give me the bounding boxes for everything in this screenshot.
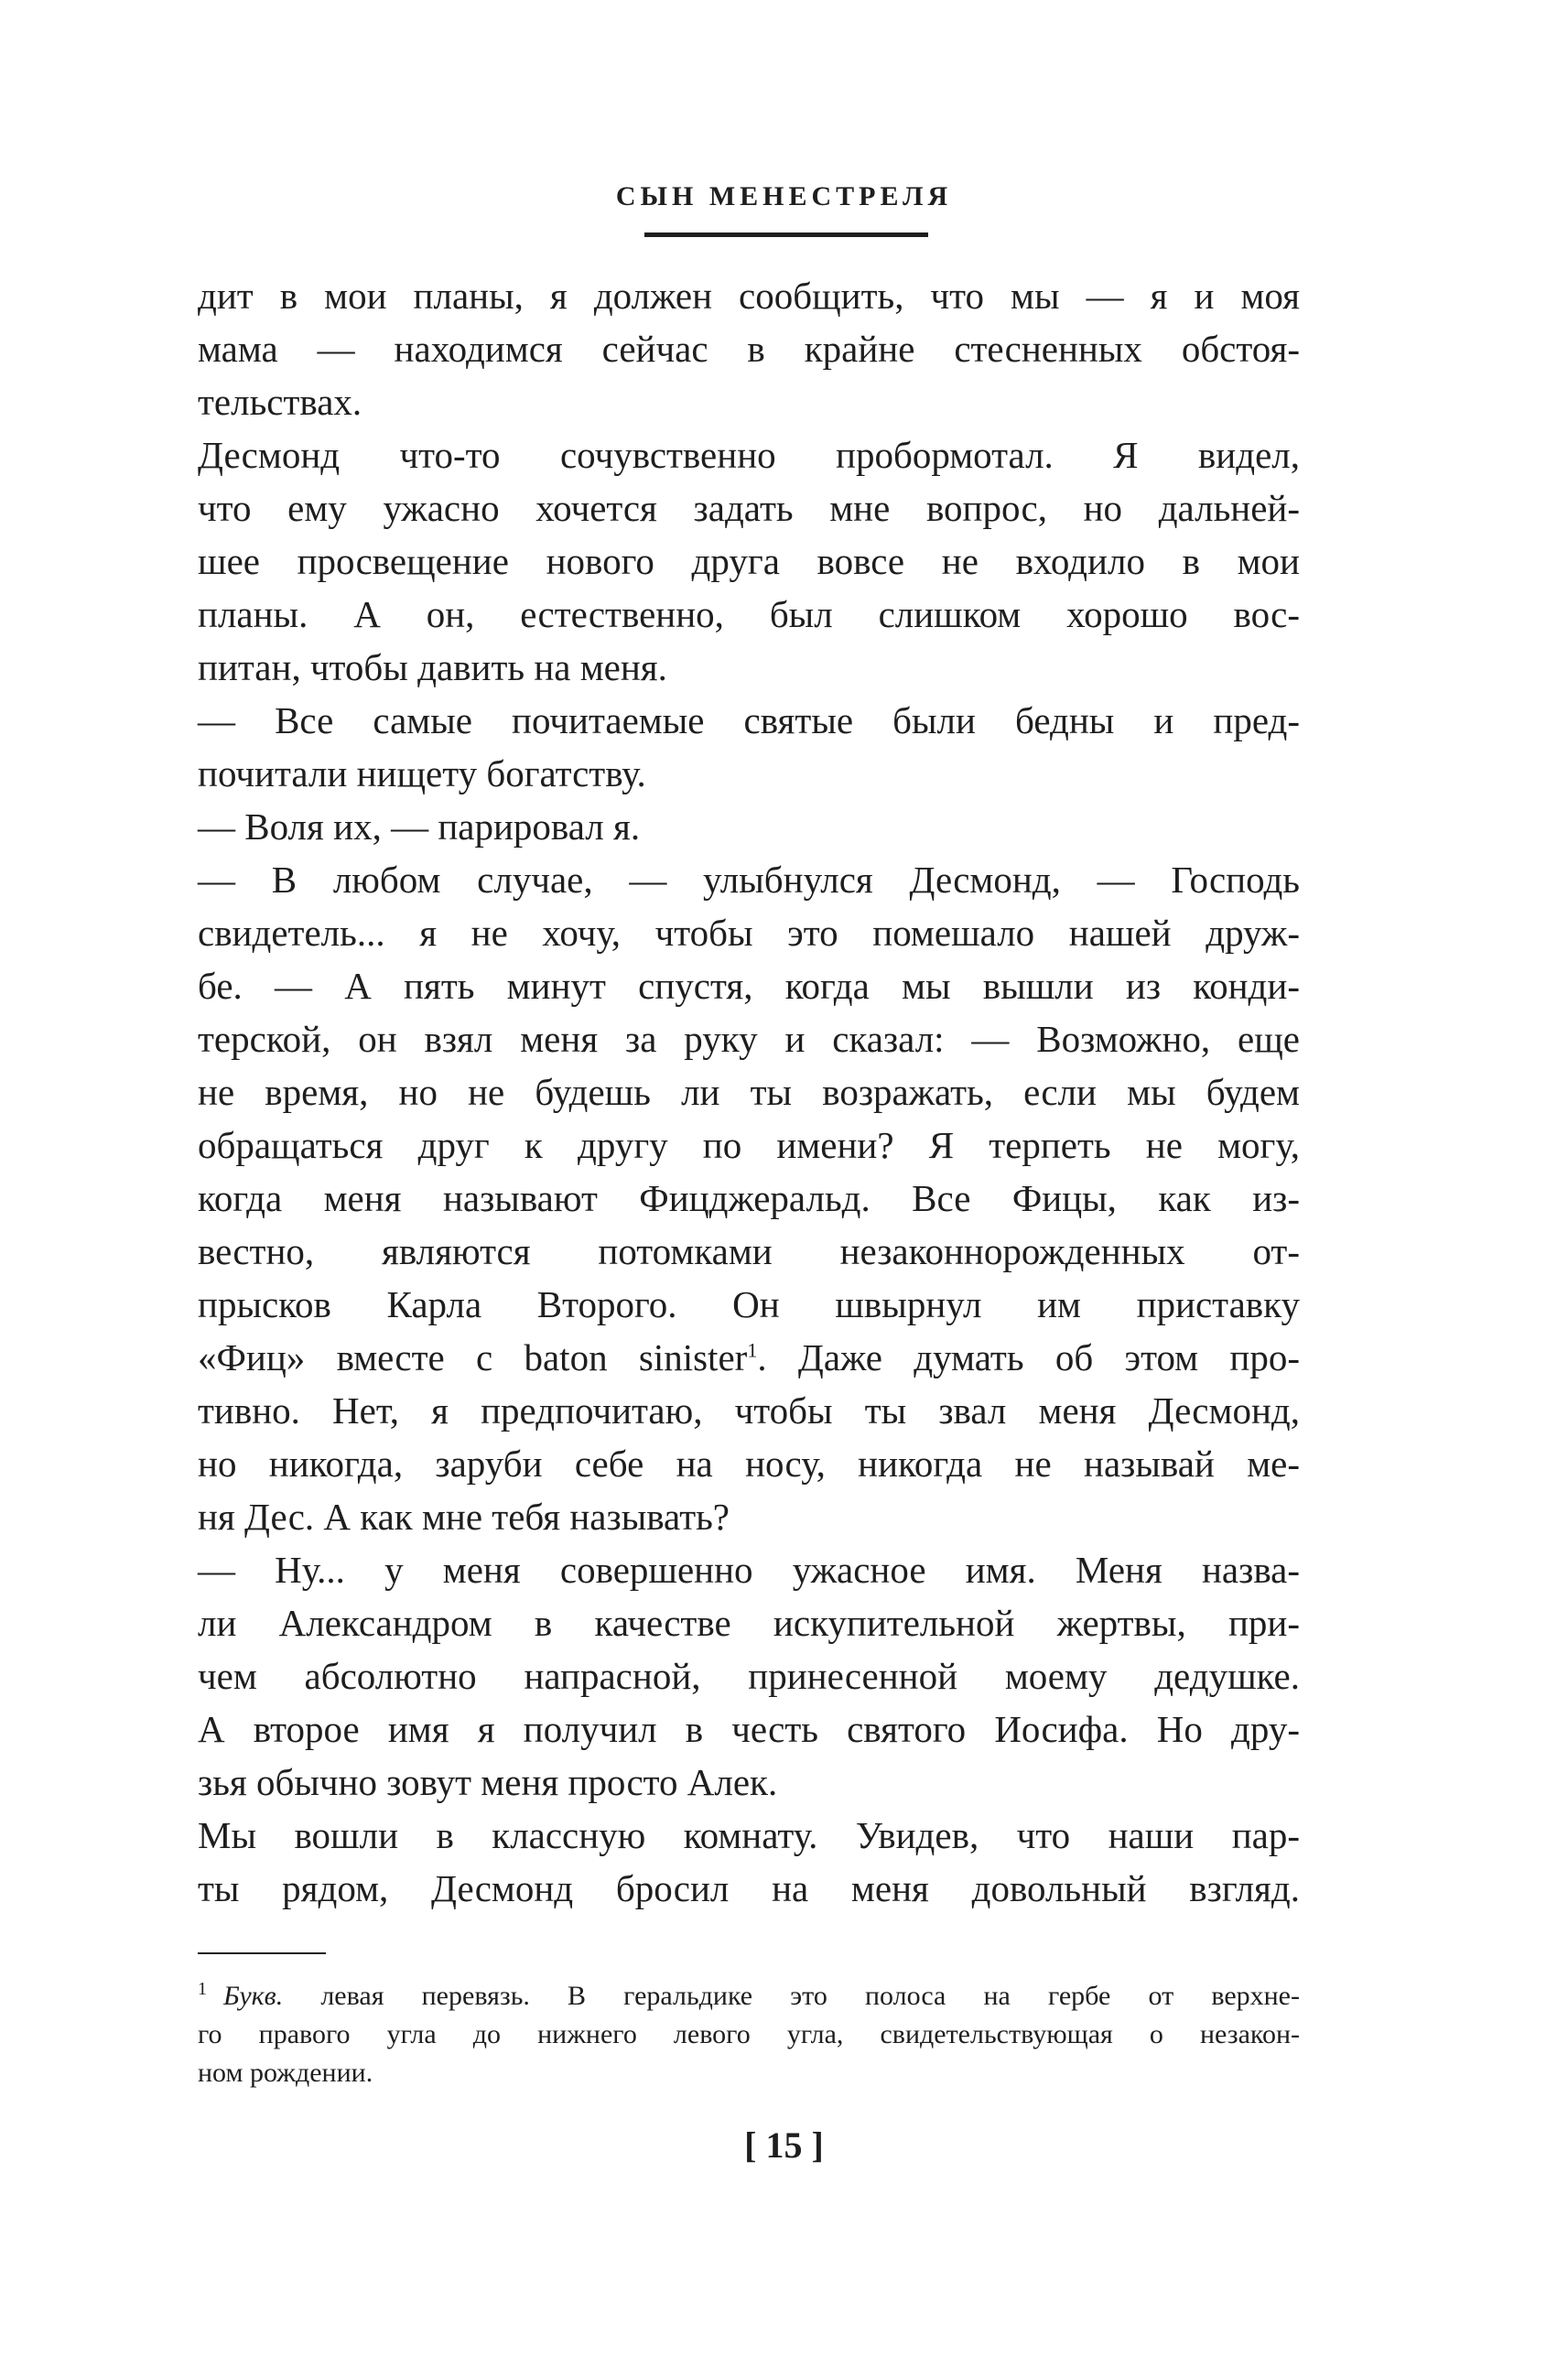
body-line: бе. — А пять минут спустя, когда мы вышли из конди- — [198, 965, 1300, 1007]
body-line: но никогда, заруби себе на носу, никогда не называй ме- — [198, 1443, 1300, 1485]
body-line: планы. А он, естественно, был слишком хорошо вос- — [198, 593, 1300, 635]
body-line: — Ну... у меня совершенно ужасное имя. Меня назва- — [198, 1549, 1300, 1591]
footnote — [198, 1970, 1300, 2092]
body-line: зья обычно зовут меня просто Алек. — [198, 1761, 778, 1803]
body-line: Мы вошли в классную комнату. Увидев, что наши пар- — [198, 1814, 1300, 1856]
body-line: питан, чтобы давить на меня. — [198, 646, 667, 688]
footnote-line: ном рождении. — [198, 2058, 373, 2088]
body-text — [198, 269, 1300, 1915]
body-line: когда меня называют Фицджеральд. Все Фицы, как из- — [198, 1177, 1300, 1219]
body-line: дит в мои планы, я должен сообщить, что мы — я и моя — [198, 275, 1300, 317]
footnote-rule — [198, 1952, 326, 1954]
body-line: тельствах. — [198, 381, 362, 423]
body-line: обращаться друг к другу по имени? Я терпеть не могу, — [198, 1124, 1300, 1166]
body-line: не время, но не будешь ли ты возражать, если мы будем — [198, 1071, 1300, 1113]
footnote-line: го правого угла до нижнего левого угла, свидетельствующая о незакон- — [198, 2019, 1300, 2049]
body-line: что ему ужасно хочется задать мне вопрос, но дальней- — [198, 487, 1300, 529]
body-line: тивно. Нет, я предпочитаю, чтобы ты звал меня Десмонд, — [198, 1389, 1300, 1432]
running-head: СЫН МЕНЕСТРЕЛЯ — [615, 181, 953, 211]
body-line: А второе имя я получил в честь святого Иосифа. Но дру- — [198, 1708, 1300, 1750]
page-number: [ 15 ] — [744, 2124, 824, 2166]
footnote-reference: 1 — [747, 1338, 758, 1362]
footnote-italic-word: Букв. — [223, 1981, 284, 2011]
body-line: вестно, являются потомками незаконнорожденных от- — [198, 1230, 1300, 1272]
body-line: чем абсолютно напрасной, принесенной моему дедушке. — [198, 1655, 1300, 1697]
body-line: — Воля их, — парировал я. — [198, 805, 641, 848]
footnote-line — [198, 1970, 1300, 2016]
body-line: свидетель... я не хочу, чтобы это помешало нашей друж- — [198, 912, 1300, 954]
body-line: Десмонд что-то сочувственно пробормотал. Я видел, — [198, 434, 1300, 476]
running-head-rule — [644, 232, 928, 237]
body-line: — В любом случае, — улыбнулся Десмонд, — Господь — [198, 859, 1300, 901]
body-line: мама — находимся сейчас в крайне стесненных обстоя- — [198, 328, 1300, 370]
body-line: ты рядом, Десмонд бросил на меня довольный взгляд. — [198, 1867, 1300, 1909]
body-line: почитали нищету богатству. — [198, 752, 646, 794]
body-line: ня Дес. А как мне тебя называть? — [198, 1496, 730, 1538]
body-line: прысков Карла Второго. Он швырнул им приставку — [198, 1283, 1300, 1325]
body-line: шее просвещение нового друга вовсе не входило в мои — [198, 540, 1300, 582]
body-line: «Фиц» вместе с baton sinister$^1$. Даже думать об этом про- — [198, 1336, 1301, 1378]
footnote-line1-text: левая перевязь. В геральдике это полоса на гербе от верхне- — [283, 1981, 1300, 2011]
body-line: — Все самые почитаемые святые были бедны и пред- — [198, 699, 1300, 741]
footnote-marker: 1 — [198, 1979, 207, 1999]
body-line: ли Александром в качестве искупительной жертвы, при- — [198, 1602, 1300, 1644]
body-line: терской, он взял меня за руку и сказал: — Возможно, еще — [198, 1018, 1300, 1060]
